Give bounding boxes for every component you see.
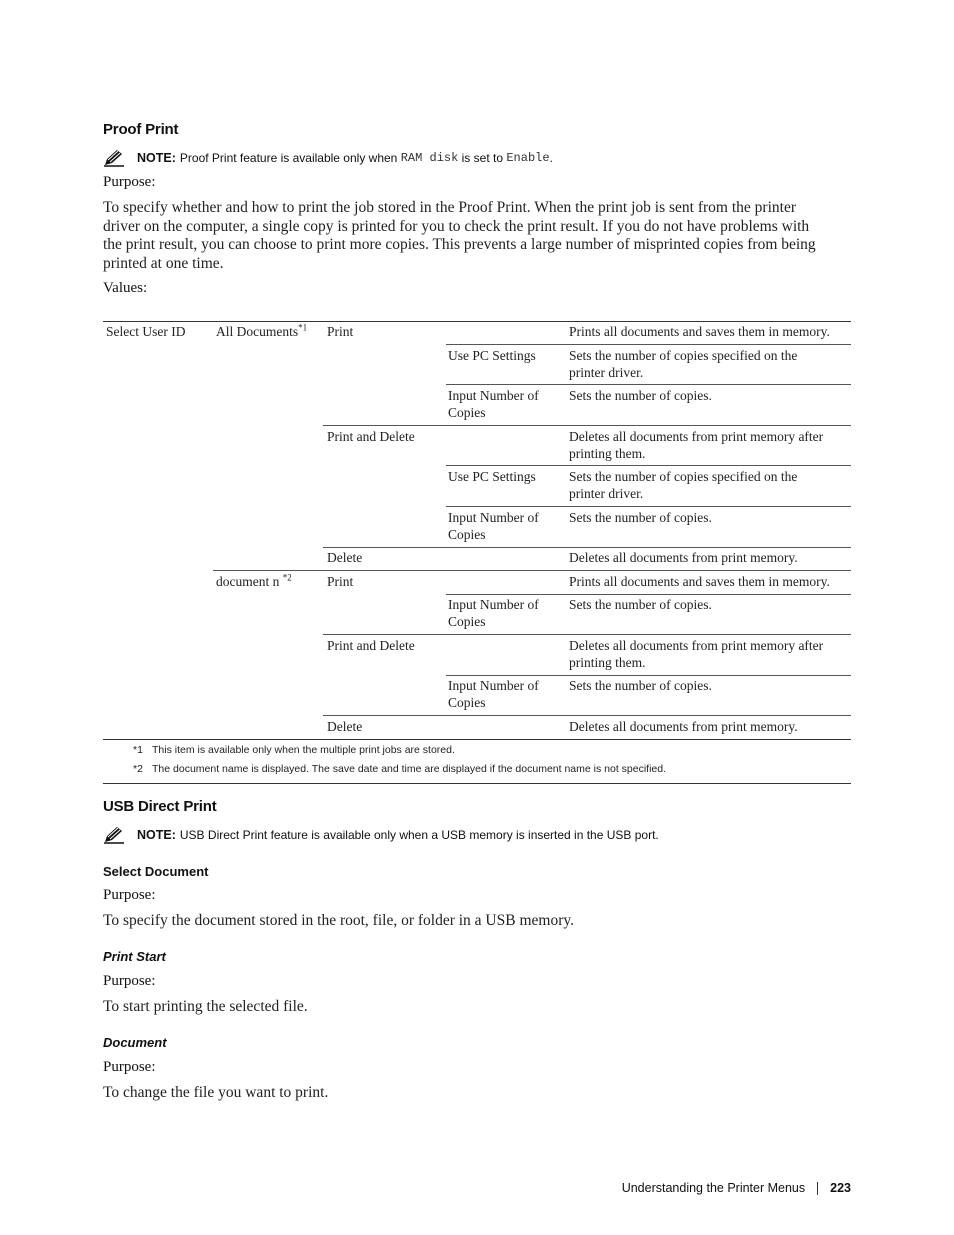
- purpose-line: To specify whether and how to print the job stored in the Proof Print. When the print job is sent from the printer: [103, 199, 796, 216]
- select-document-heading: Select Document: [103, 864, 209, 879]
- document-purpose: To change the file you want to print.: [103, 1084, 329, 1101]
- note-label: NOTE:: [137, 828, 176, 842]
- option-description: Prints all documents and saves them in memory.: [569, 574, 830, 589]
- print-start-heading: Print Start: [103, 949, 166, 964]
- suboption-line: Input Number of: [448, 388, 539, 403]
- option-description: Sets the number of copies.: [569, 597, 712, 612]
- footer-divider: [817, 1182, 818, 1195]
- table-rule: [323, 547, 851, 548]
- note-code-ram-disk: RAM disk: [400, 151, 459, 165]
- note-text-before: Proof Print feature is available only when: [179, 151, 398, 165]
- table-rule: [323, 425, 851, 426]
- table-rule: [446, 344, 851, 345]
- description-line: Sets the number of copies specified on the: [569, 469, 798, 484]
- option-description: Prints all documents and saves them in memory.: [569, 324, 830, 339]
- table-rule: [103, 321, 851, 322]
- pencil-note-icon: [103, 826, 125, 844]
- suboption-input-number-of-copies: [448, 677, 539, 711]
- print-start-purpose: To start printing the selected file.: [103, 998, 308, 1015]
- select-document-purpose: To specify the document stored in the root, file, or folder in a USB memory.: [103, 912, 574, 929]
- page-footer: [622, 1181, 851, 1195]
- all-documents-label: All Documents: [216, 324, 299, 339]
- table-rule: [446, 594, 851, 595]
- option-description: Sets the number of copies.: [569, 388, 712, 403]
- suboption-line: Copies: [448, 405, 486, 420]
- proof-print-purpose-label: Purpose:: [103, 174, 156, 190]
- document-n-cell: [216, 573, 292, 590]
- note-text-after: .: [549, 151, 553, 165]
- suboption-line: Input Number of: [448, 510, 539, 525]
- suboption-line: Copies: [448, 527, 486, 542]
- suboption-input-number-of-copies: [448, 387, 539, 421]
- suboption-input-number-of-copies: [448, 509, 539, 543]
- suboption-line: Copies: [448, 614, 486, 629]
- suboption-line: Input Number of: [448, 597, 539, 612]
- footnote-text: The document name is displayed. The save date and time are displayed if the document name is not specified.: [152, 763, 667, 775]
- proof-print-purpose: [103, 199, 851, 274]
- print-start-purpose-label: Purpose:: [103, 973, 156, 989]
- table-rule: [446, 465, 851, 466]
- purpose-line: driver on the computer, a single copy is printed for you to check the print result. If you do not have problems with: [103, 217, 810, 235]
- document-purpose-label: Purpose:: [103, 1059, 156, 1075]
- table-rule: [103, 783, 851, 784]
- proof-print-values-label: Values:: [103, 280, 148, 296]
- suboption-use-pc-settings: Use PC Settings: [448, 348, 536, 363]
- table-rule: [213, 570, 851, 571]
- footnote-mark: *2: [282, 572, 292, 583]
- option-print: Print: [327, 574, 354, 589]
- proof-print-heading: Proof Print: [103, 121, 179, 138]
- table-rule: [323, 634, 851, 635]
- document-n-label: document n: [216, 574, 280, 589]
- suboption-line: Copies: [448, 695, 486, 710]
- note-code-enable: Enable: [506, 151, 550, 165]
- description-line: Deletes all documents from print memory after: [569, 429, 824, 444]
- footnote-mark: *1: [298, 322, 308, 333]
- table-rule: [103, 739, 851, 740]
- table-rule: [446, 675, 851, 676]
- option-description: Sets the number of copies.: [569, 510, 712, 525]
- option-description: [569, 428, 823, 462]
- option-description: Deletes all documents from print memory.: [569, 550, 798, 565]
- table-rule: [323, 715, 851, 716]
- table-rule: [446, 506, 851, 507]
- select-user-id-cell: Select User ID: [106, 324, 186, 339]
- option-print-and-delete: Print and Delete: [327, 429, 415, 444]
- option-description: [569, 347, 797, 381]
- footnote-mark: *1: [133, 744, 143, 756]
- purpose-line: the print result, you can choose to print more copies. This prevents a large number of misprinted copies from being: [103, 236, 816, 254]
- table-rule: [446, 384, 851, 385]
- note-label: NOTE:: [137, 151, 176, 165]
- description-line: printing them.: [569, 446, 646, 461]
- suboption-use-pc-settings: Use PC Settings: [448, 469, 536, 484]
- footnote-text: This item is available only when the multiple print jobs are stored.: [152, 744, 455, 756]
- option-print: Print: [327, 324, 354, 339]
- page-number: 223: [830, 1181, 851, 1195]
- description-line: printing them.: [569, 655, 646, 670]
- note-text-middle: is set to: [461, 151, 503, 165]
- option-delete: Delete: [327, 719, 363, 734]
- usb-direct-print-heading: USB Direct Print: [103, 798, 217, 815]
- proof-print-note: [103, 148, 553, 168]
- description-line: printer driver.: [569, 365, 644, 380]
- description-line: printer driver.: [569, 486, 644, 501]
- suboption-line: Input Number of: [448, 678, 539, 693]
- description-line: Sets the number of copies specified on the: [569, 348, 798, 363]
- footer-section-title: Understanding the Printer Menus: [621, 1181, 806, 1195]
- option-description: [569, 468, 797, 502]
- footnote-mark: *2: [133, 763, 143, 775]
- usb-direct-print-note: [103, 825, 659, 845]
- option-print-and-delete: Print and Delete: [327, 638, 415, 653]
- purpose-line: printed at one time.: [103, 255, 224, 273]
- suboption-input-number-of-copies: [448, 596, 539, 630]
- description-line: Deletes all documents from print memory after: [569, 638, 824, 653]
- select-document-purpose-label: Purpose:: [103, 887, 156, 903]
- all-documents-cell: [216, 323, 307, 340]
- option-description: [569, 637, 823, 671]
- option-delete: Delete: [327, 550, 363, 565]
- document-heading: Document: [103, 1035, 167, 1050]
- note-text: USB Direct Print feature is available only when a USB memory is inserted in the USB port.: [179, 828, 659, 842]
- option-description: Deletes all documents from print memory.: [569, 719, 798, 734]
- pencil-note-icon: [103, 149, 125, 167]
- option-description: Sets the number of copies.: [569, 678, 712, 693]
